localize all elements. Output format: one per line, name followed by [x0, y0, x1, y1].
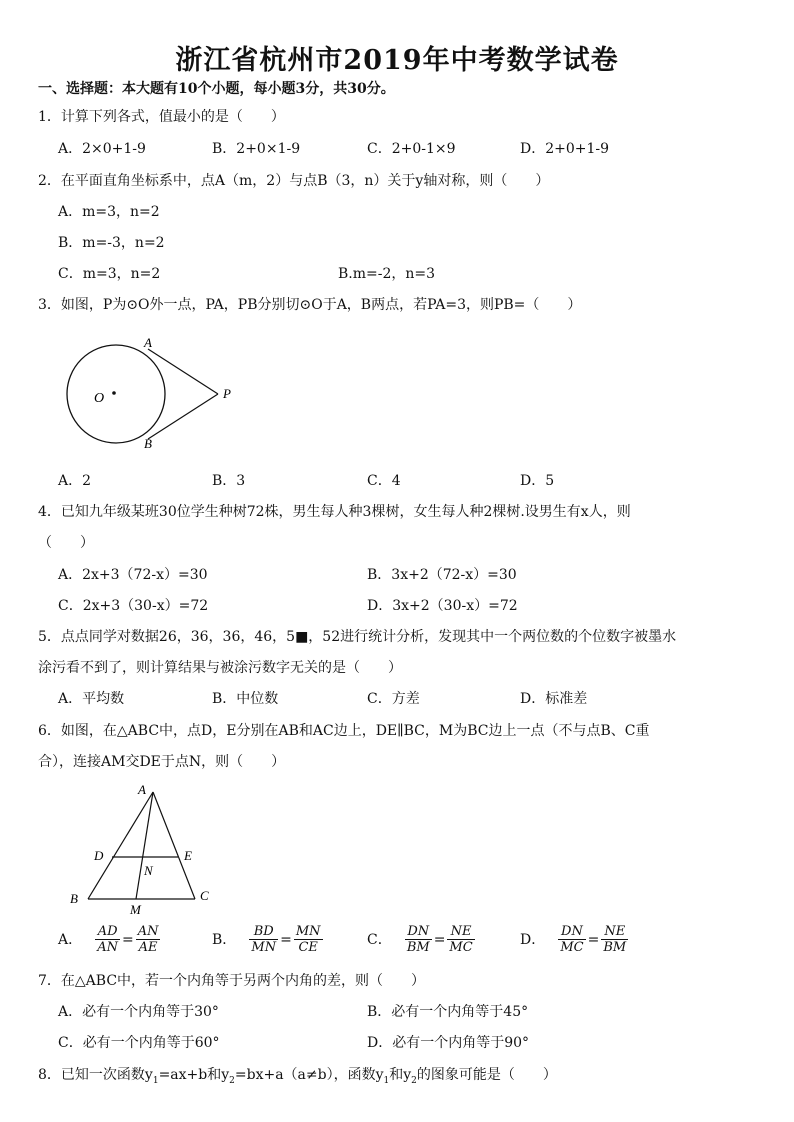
fraction: $\frac{BD}{MN}$ [251, 924, 277, 955]
q7-option-a: A．必有一个内角等于30° [58, 1004, 219, 1020]
label-b: B [144, 436, 152, 451]
q3-option-d: D．5 [520, 473, 555, 489]
q1-option-a: A．2×0+1-9 [58, 141, 146, 157]
tangent-pb [148, 394, 218, 439]
side-ab [88, 792, 153, 899]
q1-option-c: C．2+0-1×9 [367, 141, 456, 157]
q4-option-d: D．3x+2（30-x）=72 [367, 598, 518, 614]
q5-option-b: B．中位数 [212, 691, 279, 707]
label-a: A [138, 782, 146, 797]
circle-o [67, 345, 165, 443]
q6-stem-line1: 6．如图，在△ABC中，点D，E分别在AB和AC边上，DE∥BC，M为BC边上一点（不与点B、C重 [38, 723, 650, 739]
fraction: $\frac{NE}{MC}$ [449, 924, 473, 955]
label-n: N [144, 863, 153, 878]
label-o: O [94, 391, 105, 406]
tangent-pa [148, 349, 218, 394]
q2-option-a: A．m=3，n=2 [58, 204, 160, 220]
q7-stem: 7．在△ABC中，若一个内角等于另两个内角的差，则（ ） [38, 973, 426, 989]
label-b: B [70, 891, 78, 906]
q3-option-c: C．4 [367, 473, 401, 489]
section-heading: 一、选择题：本大题有10个小题，每小题3分，共30分。 [38, 81, 395, 97]
q4-option-b: B．3x+2（72-x）=30 [367, 567, 517, 583]
side-ac [153, 792, 195, 899]
q6-option-b: B． $\frac{BD}{MN}$ = $\frac{MN}{CE}$ [212, 924, 321, 955]
q7-option-d: D．必有一个内角等于90° [367, 1035, 530, 1051]
fraction: $\frac{NE}{BM}$ [603, 924, 627, 955]
fraction: $\frac{DN}{BM}$ [406, 924, 430, 955]
q2-stem: 2．在平面直角坐标系中，点A（m，2）与点B（3，n）关于y轴对称，则（ ） [38, 173, 550, 189]
q7-option-c: C．必有一个内角等于60° [58, 1035, 220, 1051]
q5-option-d: D．标准差 [520, 691, 588, 707]
q8-stem: 8．已知一次函数$y_1=ax+b$和$y_2=bx+a(a\ne b)$，函数$y_1$和$y_2$的图象可能是（ ） [38, 1067, 557, 1086]
q4-stem-line1: 4．已知九年级某班30位学生种树72株，男生每人种3棵树，女生每人种2棵树.设男生有x人，则 [38, 504, 631, 520]
q1-option-b: B．2+0×1-9 [212, 141, 301, 157]
label-c: C [200, 888, 209, 903]
fraction: $\frac{DN}{MC}$ [560, 924, 584, 955]
q6-stem-line2: 合），连接AM交DE于点N，则（ ） [38, 754, 286, 770]
label-m: M [130, 902, 141, 917]
q3-option-a: A．2 [58, 473, 92, 489]
q3-circle-tangent-figure [58, 330, 248, 455]
page-title: 浙江省杭州市2019年中考数学试卷 [175, 45, 619, 76]
label-e: E [184, 848, 192, 863]
q3-option-b: B．3 [212, 473, 246, 489]
q3-stem: 3．如图，P为⊙O外一点，PA，PB分别切⊙O于A，B两点，若PA=3，则PB=（ ） [38, 297, 582, 313]
q4-option-c: C．2x+3（30-x）=72 [58, 598, 209, 614]
q5-stem-line1: 5．点点同学对数据26，36，36，46，5■，52进行统计分析，发现其中一个两位数的个位数字被墨水 [38, 629, 677, 645]
q4-stem-line2: （ ） [38, 535, 94, 551]
q6-option-c: C． $\frac{DN}{BM}$ = $\frac{NE}{MC}$ [367, 924, 473, 955]
center-point [112, 391, 116, 395]
q5-stem-line2: 涂污看不到了，则计算结果与被涂污数字无关的是（ ） [38, 660, 402, 676]
fraction: $\frac{AN}{AE}$ [137, 924, 159, 955]
q5-option-c: C．方差 [367, 691, 420, 707]
q2-option-c: C．m=3，n=2 [58, 266, 161, 282]
q6-option-a: A． $\frac{AD}{AN}$ = $\frac{AN}{AE}$ [58, 924, 159, 955]
q5-option-a: A．平均数 [58, 691, 125, 707]
label-d: D [94, 848, 104, 863]
q6-option-d: D． $\frac{DN}{MC}$ = $\frac{NE}{BM}$ [520, 924, 627, 955]
q1-stem: 1．计算下列各式，值最小的是（ ） [38, 109, 285, 125]
q7-option-b: B．必有一个内角等于45° [367, 1004, 529, 1020]
segment-am [136, 792, 153, 899]
q4-option-a: A．2x+3（72-x）=30 [58, 567, 208, 583]
label-p: P [223, 386, 231, 401]
q1-option-d: D．2+0+1-9 [520, 141, 610, 157]
q6-triangle-figure [62, 778, 232, 918]
fraction: $\frac{MN}{CE}$ [295, 924, 321, 955]
label-a: A [144, 335, 152, 350]
q2-option-b: B．m=-3，n=2 [58, 235, 165, 251]
q2-option-d: B.m=-2，n=3 [338, 266, 436, 282]
fraction: $\frac{AD}{AN}$ [97, 924, 118, 955]
